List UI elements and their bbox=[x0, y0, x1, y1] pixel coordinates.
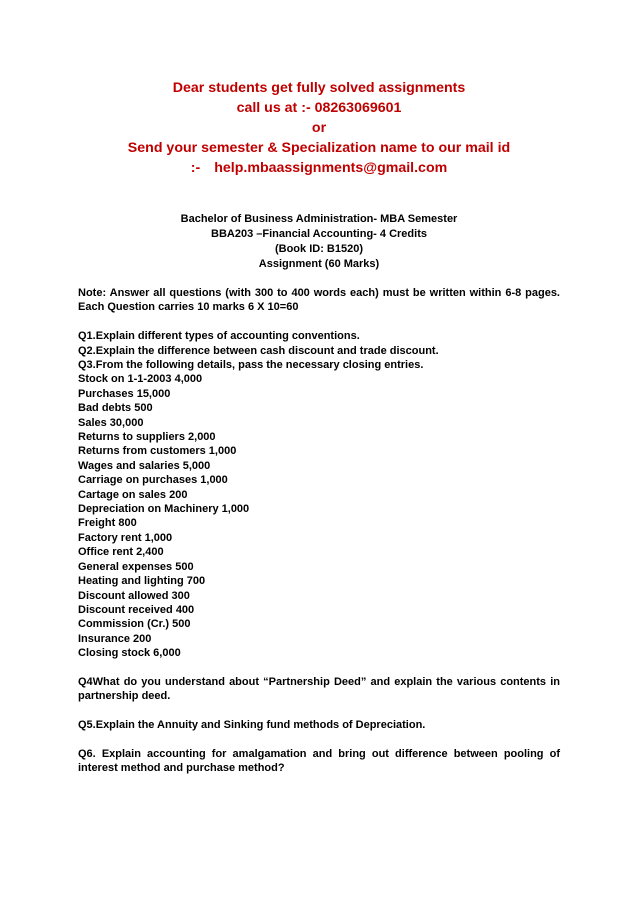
question-1: Q1.Explain different types of accounting conventions. bbox=[78, 330, 360, 343]
question-4: Q4What do you understand about “Partnership Deed” and explain the various contents in partnership deed. bbox=[78, 675, 560, 703]
banner-line-1: Dear students get fully solved assignments bbox=[172, 80, 466, 96]
list-item: Freight 800 bbox=[78, 517, 137, 530]
note-text: Note: Answer all questions (with 300 to 400 words each) must be written within 6-8 pages. Each Question carries 10 marks 6 X 10=60 bbox=[78, 287, 560, 314]
course-assignment: Assignment (60 Marks) bbox=[258, 258, 380, 270]
list-item: Factory rent 1,000 bbox=[78, 531, 173, 544]
list-item: Discount allowed 300 bbox=[78, 589, 190, 602]
list-item: Returns to suppliers 2,000 bbox=[78, 431, 216, 444]
list-item: Commission (Cr.) 500 bbox=[78, 618, 191, 631]
list-item: Bad debts 500 bbox=[78, 402, 153, 415]
question-6: Q6. Explain accounting for amalgamation and bring out difference between pooling of interest method and purchase method? bbox=[78, 747, 560, 775]
course-program: Bachelor of Business Administration- MBA Semester bbox=[180, 213, 458, 225]
question-2: Q2.Explain the difference between cash discount and trade discount. bbox=[78, 344, 439, 357]
list-item: Purchases 15,000 bbox=[78, 387, 171, 400]
banner-email: help.mbaassignments@gmail.com bbox=[214, 160, 448, 176]
course-subject: BBA203 –Financial Accounting- 4 Credits bbox=[211, 228, 427, 240]
list-item: Wages and salaries 5,000 bbox=[78, 459, 211, 472]
question-3: Q3.From the following details, pass the necessary closing entries. bbox=[78, 359, 424, 372]
list-item: Stock on 1-1-2003 4,000 bbox=[78, 373, 203, 386]
banner-line-5 bbox=[0, 158, 638, 178]
banner-email-prefix: :- bbox=[190, 160, 201, 176]
course-header bbox=[0, 212, 638, 272]
banner-line-3: or bbox=[311, 120, 327, 136]
promo-banner bbox=[0, 78, 638, 178]
list-item: Returns from customers 1,000 bbox=[78, 445, 237, 458]
course-book-id: (Book ID: B1520) bbox=[274, 243, 364, 255]
banner-line-4: Send your semester & Specialization name to our mail id bbox=[127, 140, 511, 156]
list-item: Carriage on purchases 1,000 bbox=[78, 474, 228, 487]
list-item: Insurance 200 bbox=[78, 632, 152, 645]
list-item: Heating and lighting 700 bbox=[78, 575, 206, 588]
list-item: Office rent 2,400 bbox=[78, 546, 164, 559]
list-item: Closing stock 6,000 bbox=[78, 647, 181, 660]
assignment-body bbox=[78, 286, 560, 776]
q3-details-list bbox=[78, 372, 560, 660]
list-item: Cartage on sales 200 bbox=[78, 488, 188, 501]
banner-line-2: call us at :- 08263069601 bbox=[236, 100, 402, 116]
question-5: Q5.Explain the Annuity and Sinking fund methods of Depreciation. bbox=[78, 719, 426, 732]
list-item: Sales 30,000 bbox=[78, 416, 144, 429]
list-item: Discount received 400 bbox=[78, 603, 195, 616]
list-item: General expenses 500 bbox=[78, 560, 194, 573]
list-item: Depreciation on Machinery 1,000 bbox=[78, 503, 250, 516]
